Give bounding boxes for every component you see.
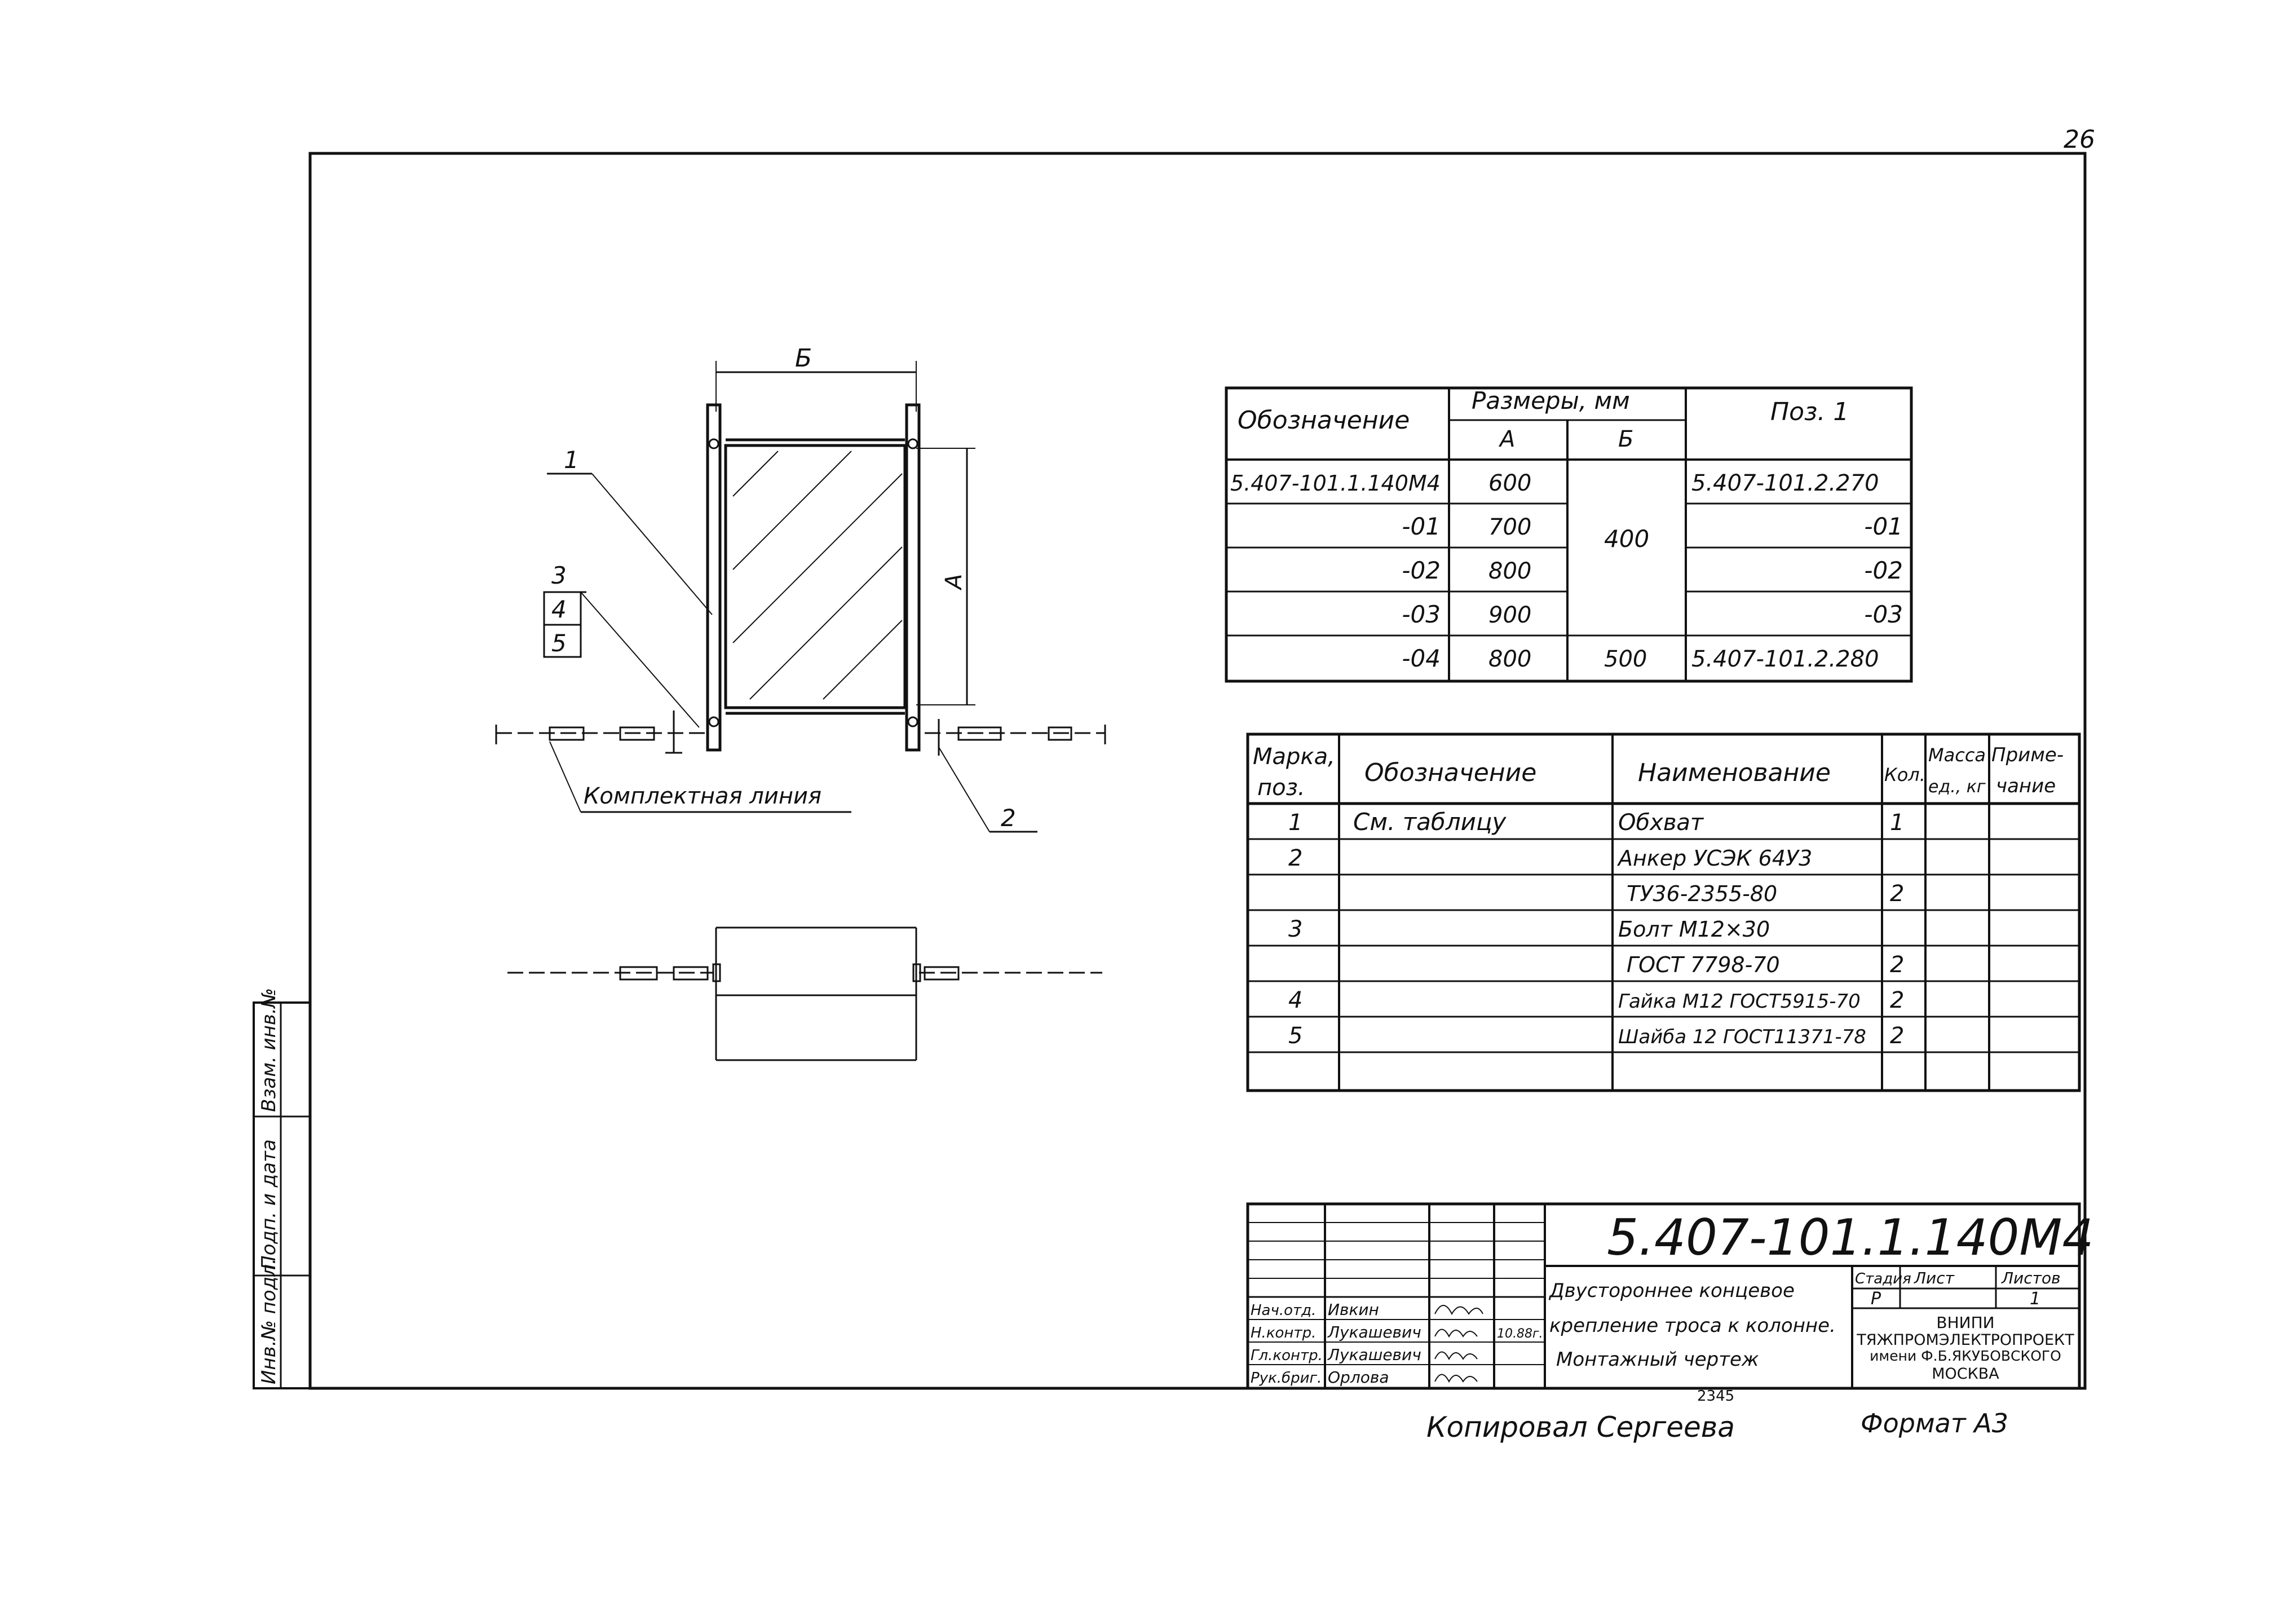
dim-row-a: 700 xyxy=(1488,514,1532,540)
dim-header-a: А xyxy=(1500,426,1516,452)
title-line-1: Двустороннее концевое xyxy=(1549,1279,1795,1302)
org-line-4: МОСКВА xyxy=(1932,1365,1999,1383)
stamp-podp-data: Подп. и дата xyxy=(258,1139,280,1270)
signer-role: Нач.отд. xyxy=(1251,1302,1317,1319)
drawing-code: 5.407-101.1.140М4 xyxy=(1607,1208,2094,1266)
spec-header-mark-1: Марка, xyxy=(1253,744,1335,770)
cable-right xyxy=(925,719,1105,756)
spec-row xyxy=(1627,952,1904,978)
signer-row xyxy=(1251,1368,1389,1387)
spec-row-mark: 2 xyxy=(1288,845,1303,871)
spec-row xyxy=(1288,845,1812,871)
signer-name: Лукашевич xyxy=(1328,1323,1421,1341)
dim-row-a: 900 xyxy=(1488,602,1532,628)
dim-header-b: Б xyxy=(1618,426,1634,452)
dim-row-pos1: 5.407-101.2.270 xyxy=(1691,470,1879,496)
org-line-1: ВНИПИ xyxy=(1936,1313,1995,1332)
dim-header-designation: Обозначение xyxy=(1238,406,1410,435)
dim-row xyxy=(1402,601,1903,628)
callout-2: 2 xyxy=(1001,804,1016,832)
spec-row-name: ТУ36-2355-80 xyxy=(1627,881,1778,906)
copied-by: Копировал Сергеева xyxy=(1426,1411,1735,1444)
dim-row-designation: -02 xyxy=(1402,557,1441,584)
spec-row xyxy=(1288,916,1770,942)
spec-row xyxy=(1288,987,1904,1013)
dim-row xyxy=(1402,513,1903,540)
org-line-2: ТЯЖПРОМЭЛЕКТРОПРОЕКТ xyxy=(1857,1331,2074,1349)
spec-header-note-1: Приме- xyxy=(1991,744,2064,766)
assembly-drawing xyxy=(496,361,1105,832)
spec-row xyxy=(1627,881,1904,907)
dim-label-b: Б xyxy=(795,344,812,373)
side-stamp xyxy=(254,988,310,1388)
spec-header-mass-1: Масса xyxy=(1928,744,1986,766)
dim-row-pos1: -02 xyxy=(1864,557,1903,584)
dim-row xyxy=(1230,470,1879,496)
sheets-label: Листов xyxy=(2002,1269,2061,1287)
sheets-value: 1 xyxy=(2030,1289,2041,1309)
signer-role: Рук.бриг. xyxy=(1251,1370,1322,1387)
dim-row-pos1: -01 xyxy=(1864,513,1903,540)
spec-row-name: Анкер УСЭК 64У3 xyxy=(1618,846,1813,871)
org-line-3: имени Ф.Б.ЯКУБОВСКОГО xyxy=(1870,1348,2061,1364)
dim-header-dimensions: Размеры, мм xyxy=(1472,387,1630,414)
spec-row xyxy=(1288,1023,1904,1049)
title-line-2: крепление троса к колонне. xyxy=(1549,1314,1836,1337)
dim-merged-b: 400 xyxy=(1604,525,1650,553)
signer-row xyxy=(1251,1323,1543,1341)
signer-name: Ивкин xyxy=(1328,1300,1379,1319)
plan-view xyxy=(507,928,1102,1060)
callout-5: 5 xyxy=(551,629,567,657)
spec-row-name: Болт М12×30 xyxy=(1618,917,1770,942)
spec-header-mass-2: ед., кг xyxy=(1928,777,1986,797)
dim-header-pos1: Поз. 1 xyxy=(1770,398,1849,426)
spec-row-name: Шайба 12 ГОСТ11371-78 xyxy=(1618,1026,1866,1048)
spec-row-designation: См. таблицу xyxy=(1353,808,1507,836)
signer-row xyxy=(1251,1345,1421,1364)
callout-3: 3 xyxy=(551,562,567,589)
stamp-vzam-inv: Взам. инв.№ xyxy=(258,987,280,1112)
spec-row-mark: 3 xyxy=(1288,916,1303,942)
signer-date: 10.88г. xyxy=(1497,1327,1543,1341)
title-line-3: Монтажный чертеж xyxy=(1556,1348,1759,1371)
spec-header-note-2: чание xyxy=(1996,775,2056,797)
dim-row-pos1: 5.407-101.2.280 xyxy=(1691,646,1879,672)
spec-row-qty: 1 xyxy=(1890,810,1905,836)
right-column xyxy=(907,405,919,750)
cable-left xyxy=(496,710,705,753)
spec-row-name: ГОСТ 7798-70 xyxy=(1627,952,1780,977)
signer-row xyxy=(1251,1300,1379,1319)
signer-role: Н.контр. xyxy=(1251,1325,1317,1341)
signer-name: Орлова xyxy=(1328,1368,1389,1387)
spec-row-mark: 4 xyxy=(1288,987,1303,1013)
left-column xyxy=(708,405,720,750)
spec-row-qty: 2 xyxy=(1890,952,1905,978)
dim-row-designation: -04 xyxy=(1402,645,1441,672)
dim-row xyxy=(1402,557,1903,584)
format-label: Формат А3 xyxy=(1861,1408,2008,1438)
dim-label-a: А xyxy=(941,573,967,589)
spec-row-mark: 5 xyxy=(1288,1023,1303,1049)
signer-role: Гл.контр. xyxy=(1251,1347,1323,1364)
spec-row-name: Обхват xyxy=(1618,810,1704,836)
callout-1: 1 xyxy=(564,446,579,474)
dim-row-a: 800 xyxy=(1488,558,1532,584)
spec-row-qty: 2 xyxy=(1890,1023,1905,1049)
dim-row-pos1: -03 xyxy=(1864,601,1903,628)
spec-row-name: Гайка М12 ГОСТ5915-70 xyxy=(1618,990,1861,1013)
spec-header-name: Наименование xyxy=(1638,758,1831,787)
dim-row xyxy=(1402,645,1879,672)
stage-value: Р xyxy=(1871,1289,1881,1309)
sheet-label: Лист xyxy=(1914,1269,1954,1287)
line-label: Комплектная линия xyxy=(584,783,822,809)
dim-row-designation: -01 xyxy=(1402,513,1441,540)
grip-hatched-area xyxy=(726,445,905,708)
dim-row-a: 800 xyxy=(1488,646,1532,672)
stage-label: Стадия xyxy=(1855,1270,1911,1287)
spec-header-qty: Кол. xyxy=(1884,764,1925,785)
dim-row-b: 500 xyxy=(1604,646,1647,672)
dim-row-designation: -03 xyxy=(1402,601,1441,628)
signature-scribbles xyxy=(1435,1305,1483,1382)
signer-name: Лукашевич xyxy=(1328,1345,1421,1364)
spec-header-designation: Обозначение xyxy=(1364,758,1537,787)
spec-row-qty: 2 xyxy=(1890,881,1905,907)
page-number: 26 xyxy=(2064,125,2095,154)
dim-row-a: 600 xyxy=(1488,470,1532,496)
dim-row-designation: 5.407-101.1.140М4 xyxy=(1230,471,1441,496)
stamp-inv-podl: Инв.№ подл. xyxy=(258,1258,280,1384)
callout-4: 4 xyxy=(551,595,567,623)
spec-header-mark-2: поз. xyxy=(1257,775,1305,801)
spec-row-mark: 1 xyxy=(1288,810,1303,836)
inv-number: 2345 xyxy=(1697,1388,1735,1405)
spec-row-qty: 2 xyxy=(1890,987,1905,1013)
spec-row xyxy=(1288,808,1904,836)
